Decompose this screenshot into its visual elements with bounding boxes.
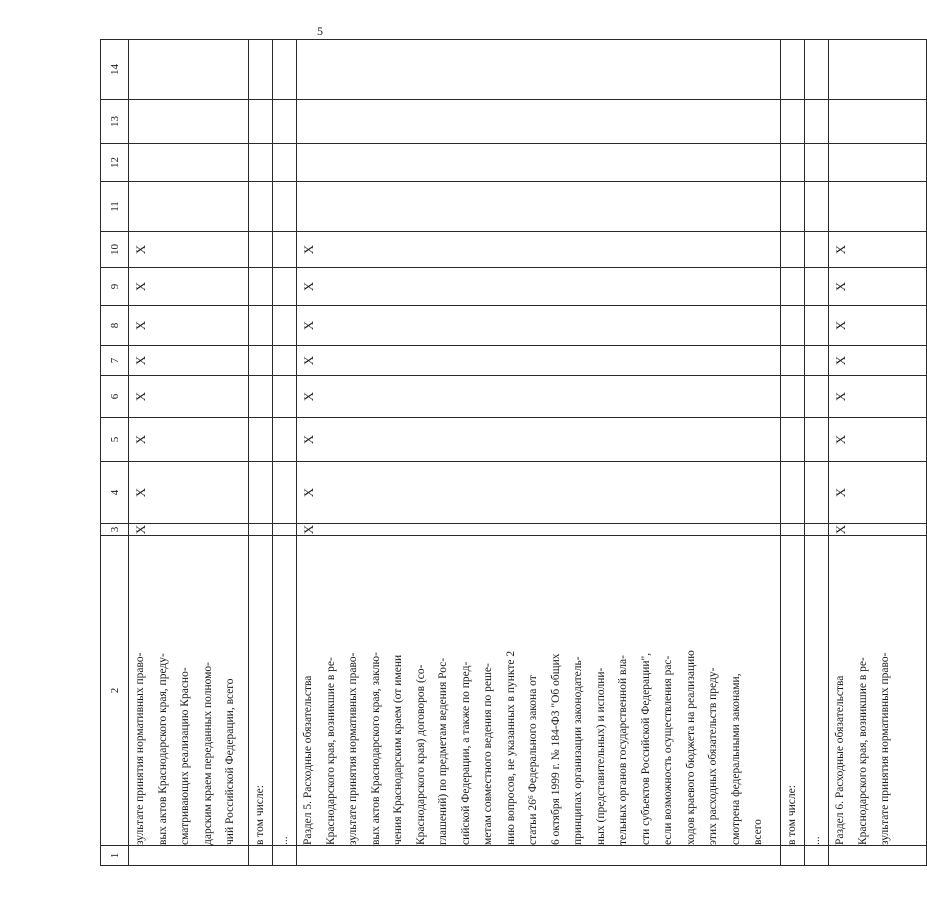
cell-col-9: Х [297,268,781,306]
cell-col-4 [805,462,829,524]
cell-col-1 [273,846,297,866]
description-line: зультате принятия нормативных право- [134,652,146,845]
cell-col-14 [805,40,829,100]
description-line: дарским краем переданных полномо- [201,661,214,845]
column-header-8: 8 [101,306,129,346]
cell-col-12 [781,144,805,182]
row-description [297,536,781,846]
cell-col-7: Х [829,346,927,376]
cell-col-8 [273,306,297,346]
rotated-table-container [100,40,891,866]
description-line: всего [752,819,764,845]
cell-col-13 [129,100,249,144]
cell-col-12 [829,144,927,182]
cell-col-9 [781,268,805,306]
cell-col-3: Х [297,524,781,536]
description-line: статьи 26⁶ Федерального закона от [527,675,539,845]
description-line: ... [810,836,822,845]
column-header-11: 11 [101,182,129,232]
table-row [829,40,927,866]
cell-col-6 [249,376,273,418]
cell-col-13 [805,100,829,144]
cell-col-14 [273,40,297,100]
row-description [249,536,273,846]
description-line: сти субъектов Российской Федерации", [639,652,652,845]
cell-col-11 [129,182,249,232]
cell-col-6: Х [829,376,927,418]
cell-col-8 [249,306,273,346]
description-line: вых актов Краснодарского края, заклю- [369,652,382,845]
description-line: принципах организации законодатель- [572,656,584,845]
cell-col-4: Х [829,462,927,524]
table-row [781,40,805,866]
cell-col-10 [805,232,829,268]
description-line: ... [278,836,290,845]
cell-col-6 [781,376,805,418]
cell-col-8 [781,306,805,346]
cell-col-4: Х [297,462,781,524]
column-header-1: 1 [101,846,129,866]
cell-col-5: Х [129,418,249,462]
cell-col-6: Х [129,376,249,418]
cell-col-10 [249,232,273,268]
cell-col-5: Х [829,418,927,462]
cell-col-13 [249,100,273,144]
cell-col-11 [805,182,829,232]
cell-col-8 [805,306,829,346]
cell-col-12 [297,144,781,182]
cell-col-11 [249,182,273,232]
description-line: в том числе: [786,785,798,845]
cell-col-1 [805,846,829,866]
cell-col-3 [273,524,297,536]
cell-col-3 [249,524,273,536]
column-header-10: 10 [101,232,129,268]
cell-col-12 [129,144,249,182]
description-line: Краснодарского края) договоров (со- [414,664,427,845]
description-line: тельных органов государственной вла- [617,655,629,845]
description-line: нию вопросов, не указанных в пункте 2 [504,650,517,845]
cell-col-8: Х [129,306,249,346]
cell-col-12 [249,144,273,182]
column-header-6: 6 [101,376,129,418]
column-header-13: 13 [101,100,129,144]
cell-col-6: Х [297,376,781,418]
description-line: глашений) по предметам ведения Рос- [437,657,449,845]
cell-col-3 [781,524,805,536]
column-header-4: 4 [101,462,129,524]
cell-col-6 [273,376,297,418]
row-description [781,536,805,846]
cell-col-9 [805,268,829,306]
cell-col-14 [781,40,805,100]
description-line: чий Российской Федерации, всего [224,678,236,845]
cell-col-10 [781,232,805,268]
description-line: 6 октября 1999 г. № 184-ФЗ "Об общих [549,653,562,845]
cell-col-1 [249,846,273,866]
description-line: сматривающих реализацию Красно- [179,667,191,845]
description-line: сийской Федерации, а также по пред- [459,661,472,845]
cell-col-6 [805,376,829,418]
cell-col-7 [781,346,805,376]
header-row [101,40,129,866]
cell-col-12 [273,144,297,182]
cell-col-10 [273,232,297,268]
cell-col-9 [273,268,297,306]
cell-col-14 [297,40,781,100]
cell-col-1 [781,846,805,866]
cell-col-5 [249,418,273,462]
column-header-3: 3 [101,524,129,536]
cell-col-10: Х [829,232,927,268]
column-header-5: 5 [101,418,129,462]
column-header-2: 2 [101,536,129,846]
cell-col-1 [297,846,781,866]
cell-col-5 [273,418,297,462]
description-line: ных (представительных) и исполни- [594,667,607,845]
cell-col-4 [273,462,297,524]
cell-col-11 [297,182,781,232]
cell-col-11 [781,182,805,232]
cell-col-10: Х [129,232,249,268]
description-line: в том числе: [254,785,266,845]
cell-col-14 [129,40,249,100]
description-line: Раздел 5. Расходные обязательства [302,675,314,845]
cell-col-1 [829,846,927,866]
description-line: этих расходных обязательств преду- [707,667,719,845]
column-header-7: 7 [101,346,129,376]
description-line: Краснодарского края, возникшие в ре- [856,657,869,845]
cell-col-4: Х [129,462,249,524]
table-row [297,40,781,866]
cell-col-14 [249,40,273,100]
description-line: ходов краевого бюджета на реализацию [684,650,697,845]
cell-col-11 [829,182,927,232]
description-line: смотрена федеральными законами, [729,673,742,845]
cell-col-7 [805,346,829,376]
column-header-9: 9 [101,268,129,306]
cell-col-7: Х [297,346,781,376]
cell-col-9: Х [129,268,249,306]
table-row [129,40,249,866]
cell-col-13 [297,100,781,144]
description-line: вых актов Краснодарского края, преду- [156,653,169,845]
cell-col-4 [781,462,805,524]
cell-col-5 [781,418,805,462]
cell-col-14 [829,40,927,100]
description-line: если возможность осуществления рас- [662,655,674,845]
cell-col-3: Х [129,524,249,536]
description-line: Раздел 6. Расходные обязательства [834,675,846,845]
cell-col-10: Х [297,232,781,268]
cell-col-7: Х [129,346,249,376]
table-row [249,40,273,866]
description-line: Краснодарского края, возникшие в ре- [324,657,337,845]
cell-col-12 [805,144,829,182]
cell-col-8: Х [297,306,781,346]
cell-col-9: Х [829,268,927,306]
cell-col-11 [273,182,297,232]
table-row [273,40,297,866]
column-header-12: 12 [101,144,129,182]
row-description [273,536,297,846]
cell-col-8: Х [829,306,927,346]
row-description [805,536,829,846]
page-number: 5 [317,24,323,38]
table-row [805,40,829,866]
row-description [129,536,249,846]
cell-col-3 [805,524,829,536]
description-line: чения Краснодарским краем (от имени [392,654,404,845]
cell-col-7 [273,346,297,376]
cell-col-13 [273,100,297,144]
row-description [829,536,927,846]
cell-col-13 [829,100,927,144]
description-line: зультате принятия нормативных право- [347,652,359,845]
description-line: зультате принятия нормативных право- [879,652,891,845]
cell-col-13 [781,100,805,144]
column-header-14: 14 [101,40,129,100]
cell-col-7 [249,346,273,376]
description-line: метам совместного ведения по реше- [482,663,494,845]
cell-col-5 [805,418,829,462]
cell-col-3: Х [829,524,927,536]
cell-col-4 [249,462,273,524]
cell-col-5: Х [297,418,781,462]
obligations-table [100,39,927,866]
cell-col-9 [249,268,273,306]
cell-col-1 [129,846,249,866]
